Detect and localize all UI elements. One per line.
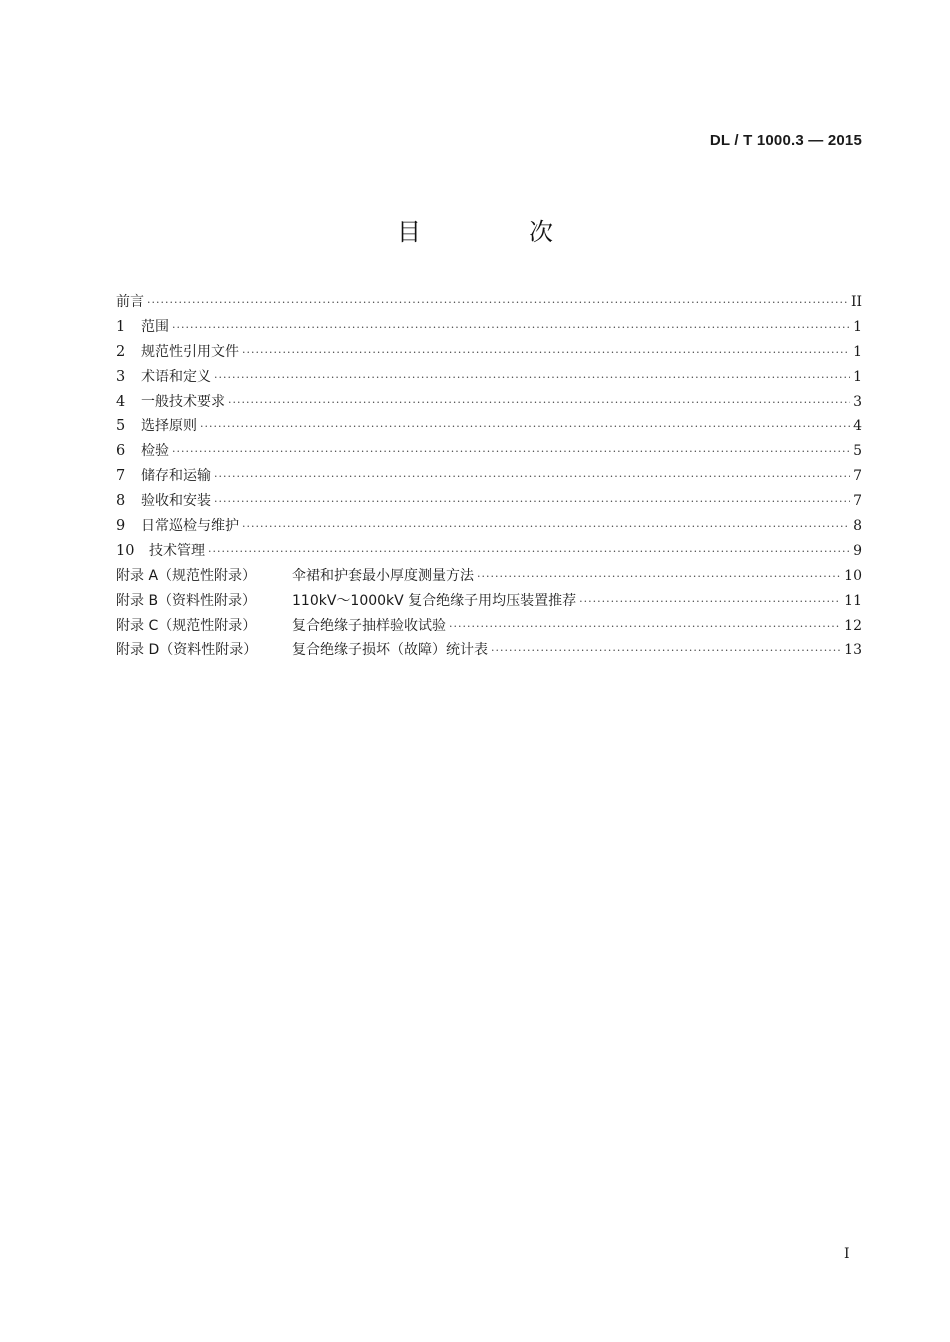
dot-leader [172, 440, 850, 465]
toc-entry-appendix-d[interactable] [116, 638, 862, 663]
toc-entry-6[interactable] [116, 439, 862, 464]
toc-entry-label: 110kV～1000kV 复合绝缘子用均压装置推荐 [292, 592, 577, 609]
toc-entry-number: 4 [116, 393, 126, 410]
toc-entry-label: 技术管理 [149, 542, 205, 559]
toc-entry-10[interactable] [116, 539, 862, 564]
toc-entry-page: 12 [844, 617, 862, 634]
standard-code: DL / T 1000.3 — 2015 [709, 132, 862, 149]
toc-entry-number: 2 [116, 343, 126, 360]
appendix-prefix: 附录 C（规范性附录） [116, 617, 257, 634]
appendix-prefix: 附录 D（资料性附录） [116, 642, 258, 659]
dot-leader [449, 615, 841, 640]
toc-entry-label: 伞裙和护套最小厚度测量方法 [292, 567, 474, 584]
toc-entry-page: 3 [853, 393, 862, 410]
appendix-prefix: 附录 B（资料性附录） [116, 592, 257, 609]
dot-leader [200, 415, 850, 440]
toc-entry-1[interactable] [116, 315, 862, 340]
dot-leader [147, 291, 848, 316]
dot-leader [214, 465, 850, 490]
toc-entry-number: 9 [116, 518, 126, 535]
page-title: 目 次 [397, 218, 595, 246]
toc-entry-label: 储存和运输 [141, 468, 211, 485]
toc-entry-number: 8 [116, 493, 126, 510]
dot-leader [172, 316, 850, 341]
toc-entry-label: 一般技术要求 [141, 393, 225, 410]
toc-entry-page: 7 [853, 468, 862, 485]
toc-entry-number: 6 [116, 443, 126, 460]
toc-entry-appendix-b[interactable] [116, 589, 862, 614]
toc-entry-page: II [850, 294, 862, 310]
toc-entry-label: 术语和定义 [141, 368, 211, 385]
toc-entry-number: 5 [116, 418, 126, 435]
dot-leader [228, 391, 850, 416]
toc-entry-label: 检验 [141, 443, 169, 460]
toc-entry-2[interactable] [116, 340, 862, 365]
toc-entry-label: 日常巡检与维护 [141, 518, 239, 535]
toc-entry-page: 11 [844, 592, 862, 609]
toc-entry-label: 复合绝缘子损坏（故障）统计表 [292, 642, 488, 659]
dot-leader [208, 540, 850, 565]
toc-entry-page: 7 [853, 493, 862, 510]
toc-entry-9[interactable] [116, 514, 862, 539]
toc-entry-page: 5 [853, 443, 862, 460]
toc-entry-page: 10 [844, 567, 862, 584]
toc-entry-appendix-c[interactable] [116, 614, 862, 639]
appendix-prefix: 附录 A（规范性附录） [116, 567, 257, 584]
toc-entry-label: 验收和安装 [141, 493, 211, 510]
toc-entry-label: 规范性引用文件 [141, 343, 239, 360]
toc-entry-foreword[interactable] [116, 290, 862, 315]
toc-entry-page: 1 [853, 368, 862, 385]
toc-entry-label: 前言 [116, 294, 144, 310]
toc-entry-label: 选择原则 [141, 418, 197, 435]
dot-leader [491, 639, 841, 664]
toc-entry-appendix-a[interactable] [116, 564, 862, 589]
dot-leader [579, 590, 841, 615]
toc-entry-label: 范围 [141, 318, 169, 335]
toc-entry-7[interactable] [116, 464, 862, 489]
toc-entry-number: 7 [116, 468, 126, 485]
page-number: I [844, 1246, 850, 1262]
toc-entry-page: 13 [844, 642, 862, 659]
toc-entry-number: 10 [116, 542, 135, 559]
toc-entry-8[interactable] [116, 489, 862, 514]
toc-entry-5[interactable] [116, 414, 862, 439]
dot-leader [214, 366, 850, 391]
toc-entry-page: 4 [853, 418, 862, 435]
toc-entry-label: 复合绝缘子抽样验收试验 [292, 617, 446, 634]
toc-entry-page: 1 [853, 343, 862, 360]
toc-entry-number: 3 [116, 368, 126, 385]
toc-entry-page: 9 [853, 542, 862, 559]
dot-leader [242, 515, 850, 540]
dot-leader [477, 565, 841, 590]
dot-leader [214, 490, 850, 515]
table-of-contents [116, 290, 862, 663]
toc-entry-page: 1 [853, 318, 862, 335]
dot-leader [242, 341, 850, 366]
toc-entry-3[interactable] [116, 365, 862, 390]
toc-entry-page: 8 [853, 518, 862, 535]
toc-entry-4[interactable] [116, 390, 862, 415]
toc-entry-number: 1 [116, 318, 126, 335]
